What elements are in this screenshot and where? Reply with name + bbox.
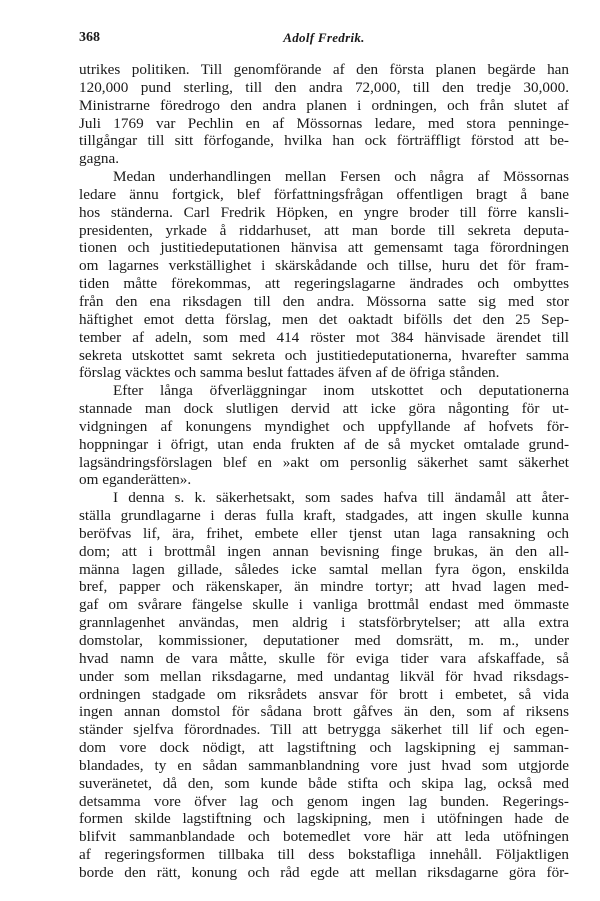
text-line: vidgningen af konungens myndighet och uppfyllande af hofvets för-	[79, 417, 569, 435]
text-line: formen skilde lagstiftning och lagskipning, men i utöfningen hade de	[79, 810, 569, 828]
text-line: hvad namn de vara måtte, skulle för eviga tider vara afskaffade, så	[79, 649, 569, 667]
text-line: lagsändringsförslagen blef en »akt om personlig säkerhet samt säkerhet	[79, 453, 569, 471]
text-line: ingen annan domstol för sådana brott gåfves än den, som af riksens	[79, 703, 569, 721]
page-header	[79, 30, 569, 50]
text-line: hoppningar i öfrigt, utan enda frukten af de så mycket omtalade grund-	[79, 435, 569, 453]
text-line: stannade man dock slutligen dervid att icke göra någonting för ut-	[79, 400, 569, 418]
text-line: blifvit sammanblandade och botemedlet vore här att leda utöfningen	[79, 828, 569, 846]
text-line: ledare ännu fortgick, blef författningsfrågan offentligen bragt å bane	[79, 185, 569, 203]
text-line: häftighet emot detta förslag, men det oaktadt bifölls det den 25 Sep-	[79, 310, 569, 328]
text-line: domstolar, kommissioner, deputationer med domsrätt, m. m., under	[79, 632, 569, 649]
text-line: detsamma vore öfver lag och genom ingen lag bunden. Regerings-	[79, 792, 569, 810]
text-line: utrikes politiken. Till genomförande af den första planen begärde han	[79, 61, 569, 78]
text-line: suveränetet, då den, som kunde både stifta och skipa lag, också med	[79, 774, 569, 792]
text-line: under som mellan riksdagarne, med undantag likväl för hvad riksdags-	[79, 667, 569, 685]
text-line: dom; att i brottmål ingen annan bevisning finge brukas, än den all-	[79, 542, 569, 560]
text-line: Medan underhandlingen mellan Fersen och några af Mössornas	[113, 168, 569, 186]
text-line: från den ena riksdagen till den andra. Mössorna satte sig med stor	[79, 292, 569, 310]
text-line: grannlagenhet användas, men aldrig i statsförbrytelser; att alla extra	[79, 614, 569, 632]
text-line: dom vore dock nödigt, att lagstiftning och lagskipning ej samman-	[79, 739, 569, 757]
book-page	[79, 30, 569, 881]
text-line: om eganderätten».	[79, 471, 192, 489]
text-line: tiden måtte förekommas, att regeringslagarne ändrades och ombyttes	[79, 275, 569, 293]
text-line: tillgångar till sitt förfogande, hvilka han ock förträffligt förstod att be-	[79, 132, 569, 150]
running-title: Adolf Fredrik.	[283, 30, 365, 45]
text-line: tember af adeln, som med 414 röster mot 384 hänvisade ärendet till	[79, 328, 569, 346]
text-line: Juli 1769 var Pechlin en af Mössornas ledare, med stora penninge-	[79, 114, 569, 132]
text-line: gagna.	[79, 150, 120, 168]
text-line: förslag väcktes och samma beslut fattades äfven af de öfriga stånden.	[79, 364, 500, 382]
text-line: Ministrarne föredrogo den andra planen i ordningen, och från slutet af	[79, 96, 569, 114]
body-text	[79, 61, 569, 882]
text-line: bref, papper och räkenskaper, än mindre tortyr; att hvad lagen med-	[79, 578, 569, 596]
text-line: 120,000 pund sterling, till den andra 72,000, till den tredje 30,000.	[79, 78, 569, 96]
text-line: ständer sjelfva förordnades. Till att betrygga säkerhet till lif och egen-	[79, 721, 569, 739]
text-line: männa lagen gillade, således icke samtal mellan fyra ögon, enskilda	[79, 560, 569, 578]
text-line: I denna s. k. säkerhetsakt, som sades hafva till ändamål att åter-	[113, 489, 569, 507]
text-line: om lagarnes verkställighet i skärskådande och tillse, huru det för fram-	[79, 257, 569, 275]
text-line: Efter långa öfverläggningar inom utskottet och deputationerna	[113, 382, 569, 400]
text-line: ställa grundlagarne i deras fulla kraft, stadgades, att ingen skulle kunna	[79, 507, 569, 525]
text-line: ordningen stadgade om riksrådets ansvar för brott i embetet, så vida	[79, 685, 569, 703]
text-line: presidenten, yrkade å riddarhuset, att man borde till sekreta deputa-	[79, 221, 569, 239]
text-line: af regeringsformen tillbaka till dess bokstafliga innehåll. Följaktligen	[79, 846, 569, 864]
text-line: sekreta utskottet samt sekreta och justitiedeputationerna, hvarefter samma	[79, 346, 569, 364]
text-line: blandades, ty en sådan sammanblandning vore just hvad som utgjorde	[79, 756, 569, 774]
text-line: gaf om svårare fängelse skulle i vanliga brottmål endast med ömmaste	[79, 596, 569, 614]
text-line: hos ständerna. Carl Fredrik Höpken, en yngre broder till förre kansli-	[79, 203, 569, 221]
text-line: beröfvas lif, ära, frihet, embete eller tjenst utan laga ransakning och	[79, 524, 569, 542]
page-number: 368	[79, 30, 100, 45]
text-line: borde den rätt, konung och råd egde att mellan riksdagarne göra för-	[79, 863, 569, 881]
text-line: tionen och justitiedeputationen hänvisa att gemensamt taga förordningen	[79, 239, 569, 257]
